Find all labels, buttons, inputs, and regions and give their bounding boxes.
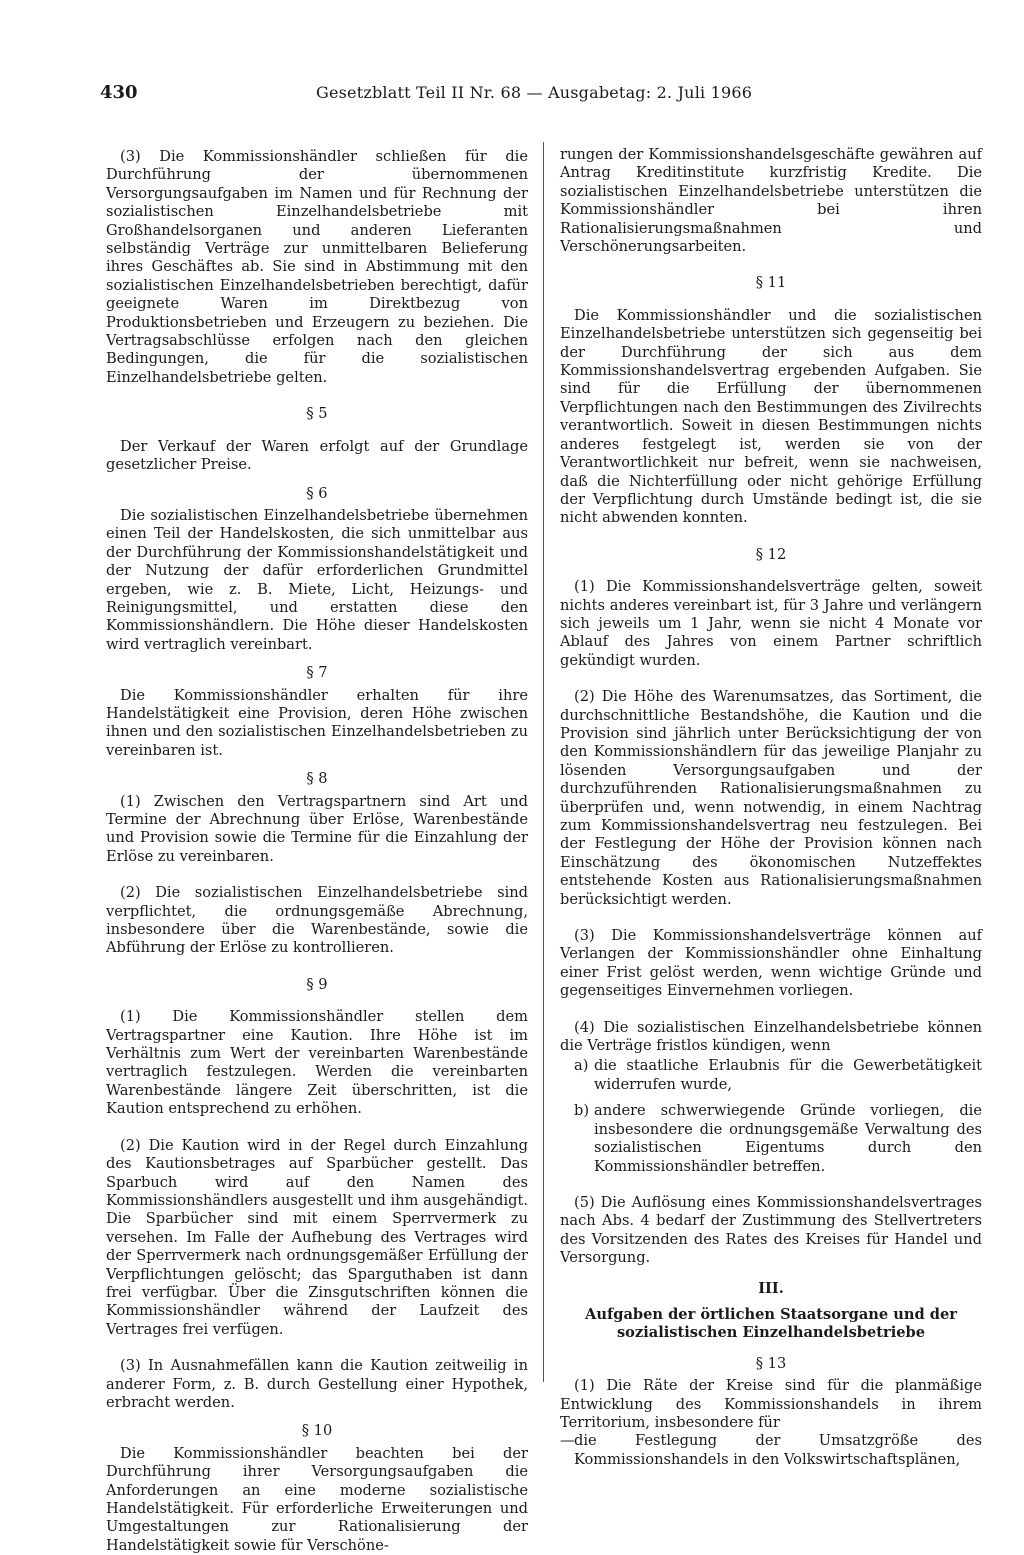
section-heading: § 9: [306, 975, 328, 993]
paragraph: (5) Die Auflösung eines Kommissionshandelsvertrages nach Abs. 4 bedarf der Zustimmung des Stellvertreters des Vorsitzenden des Rates des Kreises für Handel und Versorgung.: [560, 1193, 982, 1267]
paragraph: (1) Die Räte der Kreise sind für die planmäßige Entwicklung des Kommissionshandels in ihrem Territorium, insbesondere für: [560, 1377, 982, 1431]
paragraph: (1) Die Kommissionshändler stellen dem Vertragspartner eine Kaution. Ihre Höhe ist im Verhältnis zum Wert der vereinbarten Warenbestände vertraglich festzulegen. Werden die vereinbarten Warenbestände längere Zeit überschritten, ist die Kaution entsprechend zu erhöhen.: [106, 1008, 528, 1118]
paragraph: (1) Zwischen den Vertragspartnern sind Art und Termine der Abrechnung über Erlöse, Warenbestände und Provision sowie die Termine für die Einzahlung der Erlöse zu vereinbaren.: [106, 792, 528, 865]
paragraph: (4) Die sozialistischen Einzelhandelsbetriebe können die Verträge fristlos kündigen, wenn: [560, 1018, 982, 1055]
dash-marker: —: [560, 1432, 575, 1450]
list-item: [560, 1057, 982, 1094]
section-heading: § 8: [306, 770, 328, 788]
paragraph: (2) Die Kaution wird in der Regel durch Einzahlung des Kautionsbetrages auf Sparbücher gestellt. Das Sparbuch wird auf den Namen des Kommissionshändlers ausgestellt und ihm ausgehändigt. Die Sparbücher sind mit einem Sperrvermerk zu versehen. Im Falle der Aufhebung des Vertrages wird der Sperrvermerk nach ordnungsgemäßer Erfüllung der Verpflichtungen gelöscht; das Sparguthaben ist dann frei verfügbar. Über die Zinsgutschriften können die Kommissionshändler während der Laufzeit des Vertrages frei verfügen.: [106, 1136, 528, 1338]
paragraph: (2) Die sozialistischen Einzelhandelsbetriebe sind verpflichtet, die ordnungsgemäße Abrechnung, insbesondere über die Warenbestände, sowie die Abführung der Erlöse zu kontrollieren.: [106, 884, 528, 957]
section-heading: § 7: [306, 664, 328, 682]
paragraph: Die Kommissionshändler und die sozialistischen Einzelhandelsbetriebe unterstützen sich gegenseitig bei der Durchführung der sich aus dem Kommissionshandelsvertrag ergebenden Aufgaben. Sie sind für die Erfüllung der übernommenen Verpflichtungen nach den Bestimmungen des Zivilrechts verantwortlich. Soweit in diesen Bestimmungen nichts anderes festgelegt ist, werden sie von der Verantwortlichkeit nur befreit, wenn sie nachweisen, daß die Nichterfüllung oder nicht gehörige Erfüllung der Verpflichtung durch Umstände bedingt ist, die sie nicht abwenden konnten.: [560, 306, 982, 527]
right-column: [560, 146, 982, 1469]
paragraph: Der Verkauf der Waren erfolgt auf der Grundlage gesetzlicher Preise.: [106, 437, 528, 474]
section-heading: § 13: [755, 1354, 787, 1372]
section-heading: § 10: [301, 1422, 333, 1440]
dash-item-text: die Festlegung der Umsatzgröße des Kommissionshandels in den Volkswirtschaftsplänen,: [574, 1432, 982, 1468]
paragraph: Die sozialistischen Einzelhandelsbetriebe übernehmen einen Teil der Handelskosten, die sich unmittelbar aus der Durchführung der Kommissionshandelstätigkeit und der Nutzung der dafür erforderlichen Grundmittel ergeben, wie z. B. Miete, Licht, Heizungs- und Reinigungsmittel, und erstatten diese den Kommissionshändlern. Die Höhe dieser Handelskosten wird vertraglich vereinbart.: [106, 506, 528, 653]
paragraph: (3) In Ausnahmefällen kann die Kaution zeitweilig in anderer Form, z. B. durch Gestellung einer Hypothek, erbracht werden.: [106, 1357, 528, 1411]
list-marker: b): [574, 1102, 590, 1120]
paragraph: (3) Die Kommissionshändler schließen für die Durchführung der übernommenen Versorgungsaufgaben im Namen und für Rechnung der sozialistischen Einzelhandelsbetriebe mit Großhandelsorganen und anderen Lieferanten selbständig Verträge zur unmittelbaren Belieferung ihres Geschäftes ab. Sie sind in Abstimmung mit den sozialistischen Einzelhandelsbetrieben berechtigt, dafür geeignete Waren im Direktbezug von Produktionsbetrieben und Erzeugern zu beziehen. Die Vertragsabschlüsse erfolgen nach den gleichen Bedingungen, die für die sozialistischen Einzelhandelsbetriebe gelten.: [106, 148, 528, 386]
section-heading: § 11: [755, 274, 787, 292]
chapter-title: Aufgaben der örtlichen Staatsorgane und der sozialistischen Einzelhandelsbetriebe: [585, 1305, 957, 1342]
paragraph: Die Kommissionshändler beachten bei der Durchführung ihrer Versorgungsaufgaben die Anforderungen an eine moderne sozialistische Handelstätigkeit. Für erforderliche Erweiterungen und Umgestaltungen zur Rationalisierung der Handelstätigkeit sowie für Verschöne-: [106, 1444, 528, 1554]
column-divider: [543, 142, 544, 1382]
paragraph: Die Kommissionshändler erhalten für ihre Handelstätigkeit eine Provision, deren Höhe zwischen ihnen und den sozialistischen Einzelhandelsbetrieben zu vereinbaren ist.: [106, 686, 528, 759]
list-item-text: die staatliche Erlaubnis für die Gewerbetätigkeit widerrufen wurde,: [594, 1057, 982, 1093]
page-header: [100, 84, 984, 108]
section-heading: § 6: [306, 484, 328, 502]
section-heading: § 5: [306, 405, 328, 423]
paragraph: rungen der Kommissionshandelsgeschäfte gewähren auf Antrag Kreditinstitute kurzfristig Kredite. Die sozialistischen Einzelhandelsbetriebe unterstützen die Kommissionshändler bei ihren Rationalisierungsmaßnahmen und Verschönerungsarbeiten.: [560, 146, 982, 256]
list-item-text: andere schwerwiegende Gründe vorliegen, die insbesondere die ordnungsgemäße Verwaltung des sozialistischen Eigentums durch den Kommissionshändler betreffen.: [594, 1102, 982, 1175]
chapter-number: III.: [758, 1279, 784, 1297]
paragraph: (1) Die Kommissionshandelsverträge gelten, soweit nichts anderes vereinbart ist, für 3 Jahre und verlängern sich jeweils um 1 Jahr, wenn sie nicht 4 Monate vor Ablauf des Jahres von einem Partner schriftlich gekündigt wurden.: [560, 578, 982, 669]
paragraph: (2) Die Höhe des Warenumsatzes, das Sortiment, die durchschnittliche Bestandshöhe, die Kaution und die Provision sind jährlich unter Berücksichtigung der von den Kommissionshändlern für das jeweilige Planjahr zu lösenden Versorgungsaufgaben und der durchzuführenden Rationalisierungsmaßnahmen zu überprüfen und, wenn notwendig, in einem Nachtrag zum Kommissionshandelsvertrag neu festzulegen. Bei der Festlegung der Höhe der Provision können nach Einschätzung des ökonomischen Nutzeffektes entstehende Kosten aus Rationalisierungsmaßnahmen berücksichtigt werden.: [560, 688, 982, 908]
running-title: Gesetzblatt Teil II Nr. 68 — Ausgabetag: 2. Juli 1966: [316, 83, 753, 102]
list-item: [560, 1102, 982, 1176]
paragraph: (3) Die Kommissionshandelsverträge können auf Verlangen der Kommissionshändler ohne Einhaltung einer Frist gelöst werden, wenn wichtige Gründe und gegenseitiges Einvernehmen vorliegen.: [560, 927, 982, 1000]
page-number: 430: [100, 82, 138, 103]
dash-item: [560, 1432, 982, 1469]
section-heading: § 12: [755, 545, 787, 563]
left-column: [106, 148, 528, 1555]
list-marker: a): [574, 1057, 589, 1075]
